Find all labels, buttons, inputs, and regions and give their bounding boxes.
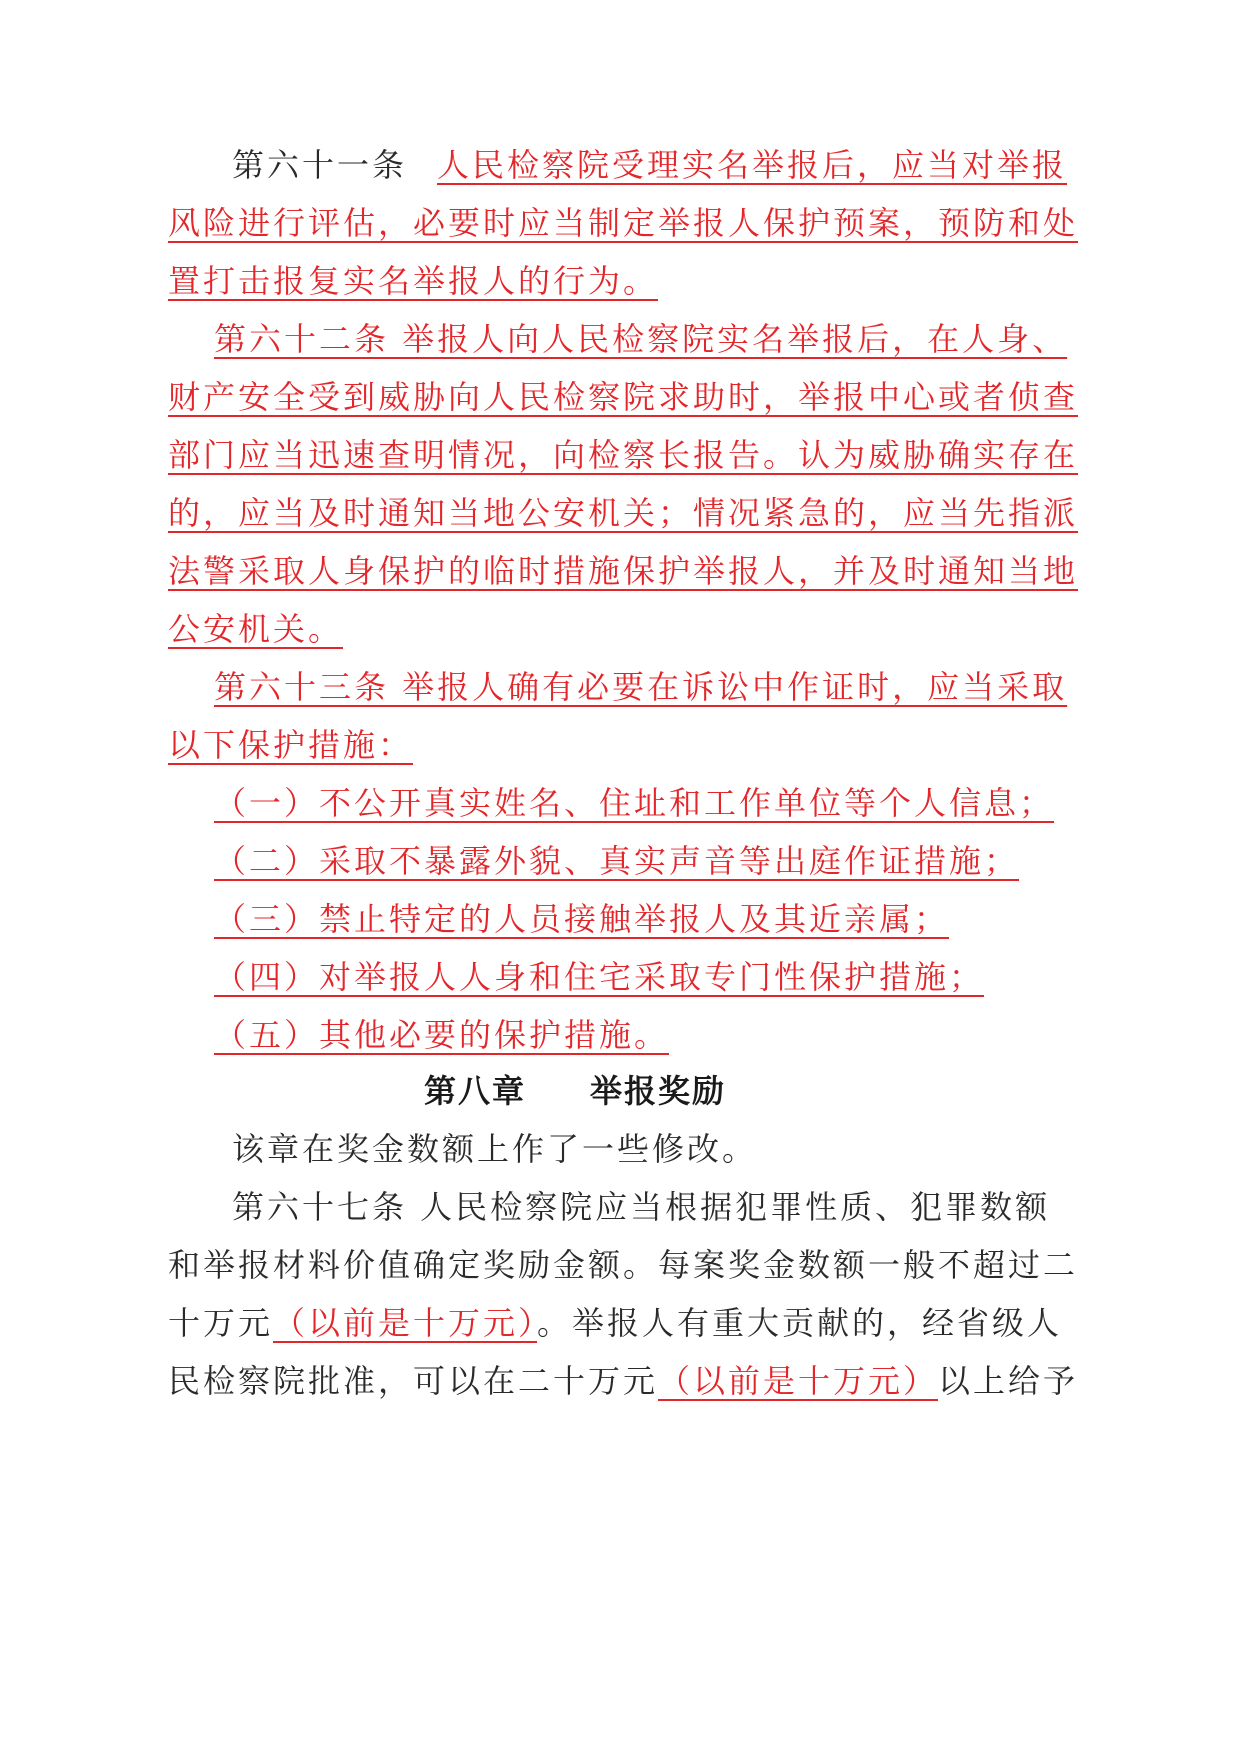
art63-item-3: （三）禁止特定的人员接触举报人及其近亲属； bbox=[214, 900, 950, 938]
art63-line-1: 第六十三条 举报人确有必要在诉讼中作证时，应当采取 bbox=[214, 668, 1068, 706]
art61-line-2: 风险进行评估，必要时应当制定举报人保护预案，预防和处 bbox=[168, 204, 1079, 242]
art67-line-1: 第六十七条 人民检察院应当根据犯罪性质、犯罪数额 bbox=[232, 1188, 1051, 1226]
art63-line-2: 以下保护措施： bbox=[168, 726, 414, 764]
art63-item-2: （二）采取不暴露外貌、真实声音等出庭作证措施； bbox=[214, 842, 1020, 880]
art67-amount-note-1: （以前是十万元） bbox=[273, 1304, 538, 1342]
art67-amount-note-2: （以前是十万元） bbox=[658, 1362, 939, 1400]
art63-item-5: （五）其他必要的保护措施。 bbox=[214, 1016, 670, 1054]
art62-line-4: 的，应当及时通知当地公安机关；情况紧急的，应当先指派 bbox=[168, 494, 1079, 532]
chapter-heading bbox=[424, 1066, 726, 1116]
art67-line-3 bbox=[168, 1298, 1062, 1348]
art62-line-1: 第六十二条 举报人向人民检察院实名举报后，在人身、 bbox=[214, 320, 1068, 358]
art63-item-4: （四）对举报人人身和住宅采取专门性保护措施； bbox=[214, 958, 985, 996]
chapter-number: 第八章 bbox=[424, 1072, 527, 1110]
art67-line-2: 和举报材料价值确定奖励金额。每案奖金数额一般不超过二 bbox=[168, 1246, 1079, 1284]
art62-line-2: 财产安全受到威胁向人民检察院求助时，举报中心或者侦查 bbox=[168, 378, 1079, 416]
art62-line-3: 部门应当迅速查明情况，向检察长报告。认为威胁确实存在 bbox=[168, 436, 1079, 474]
chapter-title: 举报奖励 bbox=[590, 1072, 727, 1110]
chapter-note: 该章在奖金数额上作了一些修改。 bbox=[232, 1130, 758, 1168]
art62-line-5: 法警采取人身保护的临时措施保护举报人，并及时通知当地 bbox=[168, 552, 1079, 590]
art67-line-4-a: 民检察院批准，可以在二十万元 bbox=[168, 1362, 659, 1400]
art61-label: 第六十一条 bbox=[232, 146, 408, 184]
art62-line-6: 公安机关。 bbox=[168, 610, 344, 648]
art61-text-1: 人民检察院受理实名举报后，应当对举报 bbox=[437, 146, 1068, 184]
art61-line-3: 置打击报复实名举报人的行为。 bbox=[168, 262, 659, 300]
art67-line-3-c: 。举报人有重大贡献的，经省级人 bbox=[537, 1304, 1063, 1342]
art61-line-1 bbox=[232, 140, 1067, 190]
art67-line-3-a: 十万元 bbox=[168, 1304, 274, 1342]
art63-item-1: （一）不公开真实姓名、住址和工作单位等个人信息； bbox=[214, 784, 1055, 822]
art67-line-4 bbox=[168, 1356, 1078, 1406]
art67-line-4-c: 以上给予 bbox=[938, 1362, 1079, 1400]
